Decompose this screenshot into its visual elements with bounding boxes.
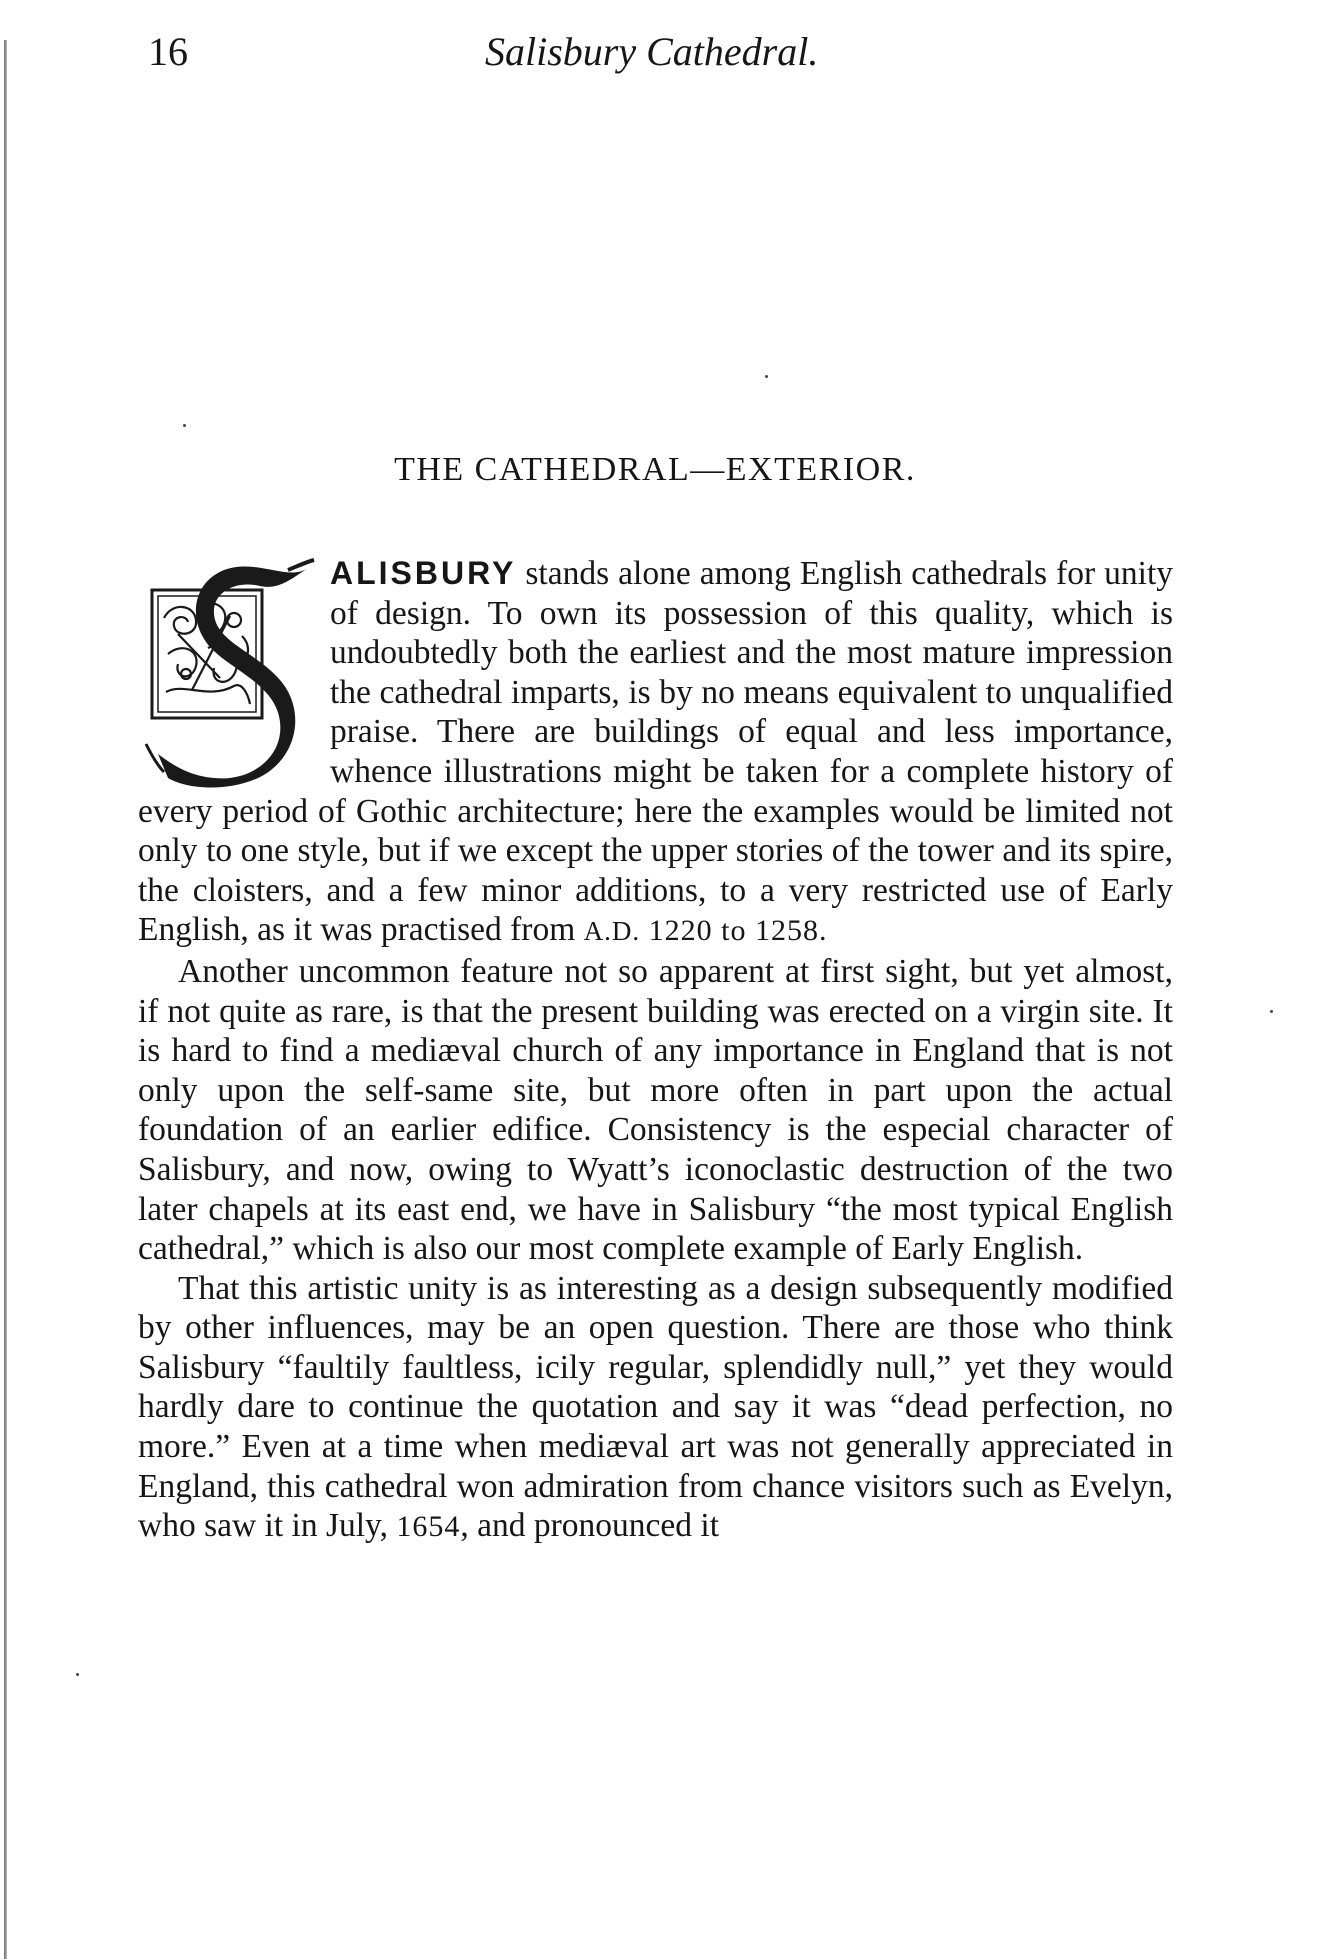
date-range: 1220 to 1258. [640, 914, 828, 948]
print-speck [183, 424, 186, 427]
era-abbreviation: A.D. [583, 916, 641, 947]
print-speck [765, 375, 768, 378]
year: 1654 [396, 1510, 461, 1544]
body-text [138, 554, 1173, 1547]
paragraph-2 [138, 952, 1173, 1269]
running-head [140, 22, 1170, 82]
paragraph-1 [138, 554, 1173, 952]
drop-cap-s [138, 558, 316, 790]
page-number: 16 [148, 29, 188, 74]
paragraph-1-text: stands alone among English cathedrals for unity of design. To own its possession of this quality, which is undoubtedly both the earliest and the most mature impression the cathedral imparts, is by no means equivalent to unqualified praise. There are buildings of equal and less importance, whence illustrations might be taken for a complete history of every period of Gothic architecture; here the examples would be limited not only to one style, but if we except the upper stories of the tower and its spire, the cloisters, and a few minor additions, to a very restricted use of Early English, as it was practised from [138, 555, 1173, 949]
paragraph-3-tail: , and pronounced it [460, 1507, 720, 1545]
paragraph-3-text: That this artistic unity is as interesting as a design subsequently modified by other influences, may be an open question. There are those who think Salisbury “faultily faultless, icily regular, splendidly null,” yet they would hardly dare to continue the quotation and say it was “dead perfection, no more.” Even at a time when mediæval art was not generally appreciated in England, this cathedral won admiration from chance visitors such as Evelyn, who saw it in July, [138, 1269, 1173, 1545]
page-binding-edge [4, 40, 7, 1959]
opening-word: ALISBURY [330, 555, 517, 591]
paragraph-2-text: Another uncommon feature not so apparent at first sight, but yet almost, if not quite as rare, is that the present building was erected on a virgin site. It is hard to find a mediæval church of any importance in England that is not only upon the self-same site, but more often in part upon the actual foundation of an earlier edifice. Consistency is the especial character of Salisbury, and now, owing to Wyatt’s iconoclastic destruction of the two later chapels at its east end, we have in Salisbury “the most typical English cathedral,” which is also our most complete example of Early English. [138, 952, 1173, 1268]
ornamental-initial-icon [138, 558, 316, 790]
print-speck [1270, 1010, 1273, 1013]
section-heading: THE CATHEDRAL—EXTERIOR. [394, 451, 916, 488]
running-title: Salisbury Cathedral. [485, 29, 819, 74]
print-speck [76, 1673, 79, 1676]
paragraph-3 [138, 1269, 1173, 1547]
